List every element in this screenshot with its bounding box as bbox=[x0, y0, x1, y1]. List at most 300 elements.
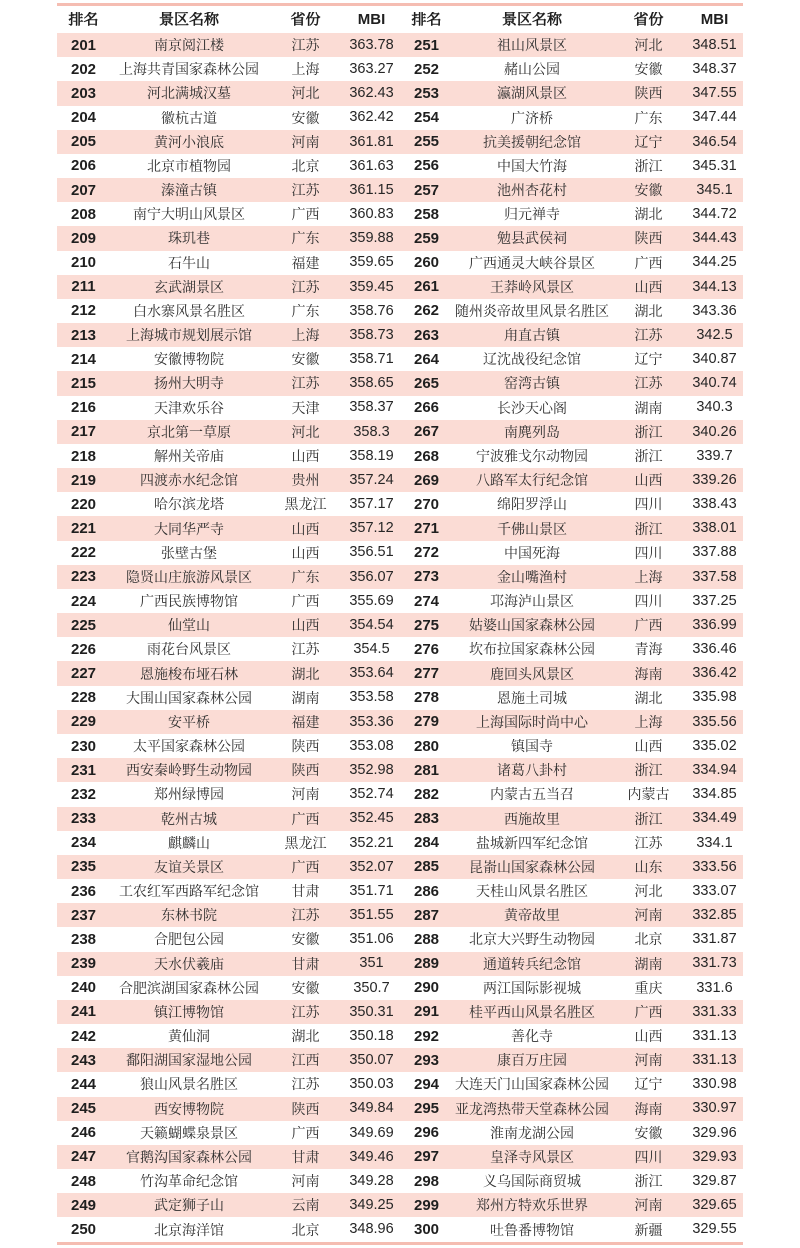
mbi-cell: 356.51 bbox=[349, 545, 394, 560]
mbi-cell: 339.26 bbox=[692, 472, 737, 488]
scenic-area-name-cell: 长沙天心阁 bbox=[497, 400, 567, 415]
mbi-cell: 363.78 bbox=[349, 37, 394, 53]
province-cell: 山西 bbox=[291, 618, 320, 633]
scenic-area-name-cell: 吐鲁番博物馆 bbox=[490, 1222, 574, 1237]
scenic-area-name-cell: 麒麟山 bbox=[168, 835, 210, 850]
province-cell: 安徽 bbox=[291, 110, 320, 125]
province-cell: 江苏 bbox=[291, 183, 320, 198]
scenic-area-name-cell: 上海城市规划展示馆 bbox=[126, 328, 252, 343]
table-row bbox=[57, 879, 743, 903]
table-row bbox=[57, 976, 743, 1000]
rank-cell: 222 bbox=[70, 545, 97, 561]
mbi-cell: 358.37 bbox=[349, 400, 394, 415]
mbi-cell: 345.1 bbox=[696, 182, 733, 198]
scenic-area-name-cell: 金山嘴渔村 bbox=[497, 569, 567, 584]
rank-cell: 220 bbox=[70, 496, 97, 512]
rank-cell: 291 bbox=[413, 1004, 440, 1020]
rank-cell: 219 bbox=[70, 472, 97, 488]
province-cell: 河北 bbox=[291, 86, 320, 101]
table-row bbox=[57, 371, 743, 395]
province-cell: 云南 bbox=[291, 1198, 320, 1213]
scenic-area-name-cell: 北京海洋馆 bbox=[154, 1222, 224, 1237]
province-cell: 河北 bbox=[634, 38, 663, 53]
province-cell: 河南 bbox=[291, 1174, 320, 1189]
mbi-cell: 346.54 bbox=[692, 134, 737, 150]
scenic-area-name-cell: 竹沟革命纪念馆 bbox=[140, 1174, 238, 1189]
mbi-cell: 350.31 bbox=[349, 1004, 394, 1020]
mbi-cell: 352.45 bbox=[349, 811, 394, 826]
mbi-cell: 333.56 bbox=[692, 859, 737, 875]
rank-cell: 245 bbox=[70, 1101, 97, 1117]
scenic-area-name-cell: 武定狮子山 bbox=[154, 1198, 224, 1213]
province-cell: 江西 bbox=[291, 1053, 320, 1068]
rank-cell: 252 bbox=[413, 61, 440, 77]
mbi-cell: 362.43 bbox=[349, 86, 394, 101]
table-row bbox=[57, 420, 743, 444]
scenic-area-name-cell: 窑湾古镇 bbox=[504, 376, 560, 391]
mbi-cell: 335.56 bbox=[692, 714, 737, 730]
mbi-cell: 329.87 bbox=[692, 1173, 737, 1189]
mbi-cell: 354.54 bbox=[349, 617, 394, 633]
scenic-area-name-cell: 天津欢乐谷 bbox=[154, 400, 224, 415]
rank-cell: 293 bbox=[413, 1052, 440, 1068]
mbi-cell: 344.72 bbox=[692, 207, 737, 222]
scenic-area-name-cell: 张壁古堡 bbox=[161, 545, 217, 560]
table-row bbox=[57, 927, 743, 951]
mbi-cell: 331.13 bbox=[692, 1053, 737, 1068]
rank-cell: 294 bbox=[413, 1076, 440, 1092]
header-province-left: 省份 bbox=[290, 12, 321, 27]
rank-cell: 210 bbox=[70, 255, 97, 271]
province-cell: 湖北 bbox=[634, 207, 663, 222]
scenic-area-name-cell: 绵阳罗浮山 bbox=[497, 497, 567, 512]
province-cell: 广西 bbox=[634, 618, 663, 633]
province-cell: 四川 bbox=[634, 1149, 663, 1164]
province-cell: 贵州 bbox=[291, 473, 320, 488]
province-cell: 江苏 bbox=[634, 835, 663, 850]
province-cell: 浙江 bbox=[634, 424, 663, 439]
mbi-cell: 334.85 bbox=[692, 787, 737, 802]
rank-cell: 240 bbox=[70, 980, 97, 996]
rank-cell: 268 bbox=[413, 448, 440, 464]
province-cell: 安徽 bbox=[291, 932, 320, 947]
province-cell: 海南 bbox=[634, 1101, 663, 1116]
table-header-row bbox=[57, 6, 743, 33]
rank-cell: 246 bbox=[70, 1125, 97, 1141]
province-cell: 山东 bbox=[634, 859, 663, 874]
scenic-area-name-cell: 北京大兴野生动物园 bbox=[469, 932, 595, 947]
rank-cell: 297 bbox=[413, 1149, 440, 1165]
province-cell: 山西 bbox=[634, 279, 663, 294]
mbi-cell: 334.49 bbox=[692, 811, 737, 826]
table-row bbox=[57, 637, 743, 661]
header-rank-left: 排名 bbox=[68, 12, 99, 27]
table-row bbox=[57, 33, 743, 57]
rank-cell: 269 bbox=[413, 472, 440, 488]
mbi-cell: 351.06 bbox=[349, 932, 394, 947]
scenic-area-name-cell: 坎布拉国家森林公园 bbox=[469, 642, 595, 657]
header-name-right: 景区名称 bbox=[501, 12, 562, 27]
header-name-left: 景区名称 bbox=[158, 12, 219, 27]
table-row bbox=[57, 1193, 743, 1217]
scenic-area-name-cell: 京北第一草原 bbox=[147, 424, 231, 439]
mbi-cell: 353.36 bbox=[349, 714, 394, 730]
rank-cell: 255 bbox=[413, 134, 440, 150]
scenic-area-name-cell: 解州关帝庙 bbox=[154, 449, 224, 463]
rank-cell: 247 bbox=[70, 1149, 97, 1165]
province-cell: 广东 bbox=[291, 569, 320, 584]
rank-cell: 221 bbox=[70, 521, 97, 537]
mbi-cell: 359.88 bbox=[349, 231, 394, 246]
mbi-cell: 331.6 bbox=[696, 980, 733, 996]
province-cell: 黑龙江 bbox=[284, 497, 327, 512]
scenic-area-name-cell: 白水寨风景名胜区 bbox=[133, 303, 245, 318]
rank-cell: 289 bbox=[413, 956, 440, 972]
scenic-area-name-cell: 隐贤山庄旅游风景区 bbox=[126, 569, 252, 584]
province-cell: 甘肃 bbox=[291, 956, 320, 971]
scenic-area-name-cell: 玄武湖景区 bbox=[154, 279, 224, 294]
mbi-cell: 329.65 bbox=[692, 1198, 737, 1213]
mbi-cell: 349.69 bbox=[349, 1125, 394, 1141]
province-cell: 甘肃 bbox=[291, 1149, 320, 1164]
table-row bbox=[57, 807, 743, 831]
province-cell: 山西 bbox=[634, 473, 663, 488]
province-cell: 广西 bbox=[291, 859, 320, 874]
province-cell: 陕西 bbox=[291, 763, 320, 778]
mbi-cell: 331.73 bbox=[692, 956, 737, 971]
table-row bbox=[57, 734, 743, 758]
scenic-area-name-cell: 赭山公园 bbox=[504, 62, 560, 77]
table-row bbox=[57, 1217, 743, 1241]
rank-cell: 295 bbox=[413, 1101, 440, 1117]
mbi-cell: 353.58 bbox=[349, 690, 394, 705]
table-row bbox=[57, 1048, 743, 1072]
scenic-area-name-cell: 义乌国际商贸城 bbox=[483, 1174, 581, 1189]
mbi-cell: 329.93 bbox=[692, 1149, 737, 1165]
province-cell: 辽宁 bbox=[634, 134, 663, 149]
rank-cell: 238 bbox=[70, 931, 97, 947]
mbi-cell: 357.24 bbox=[349, 472, 394, 488]
rank-cell: 270 bbox=[413, 496, 440, 512]
province-cell: 山西 bbox=[291, 449, 320, 463]
province-cell: 江苏 bbox=[291, 279, 320, 294]
mbi-cell: 351.71 bbox=[349, 883, 394, 899]
scenic-area-name-cell: 盐城新四军纪念馆 bbox=[476, 835, 588, 850]
rank-cell: 249 bbox=[70, 1197, 97, 1213]
rank-cell: 218 bbox=[70, 448, 97, 464]
mbi-cell: 350.07 bbox=[349, 1053, 394, 1068]
table-row bbox=[57, 106, 743, 130]
province-cell: 上海 bbox=[291, 62, 320, 77]
province-cell: 河南 bbox=[634, 1053, 663, 1068]
scenic-area-name-cell: 镇国寺 bbox=[511, 739, 553, 754]
province-cell: 陕西 bbox=[634, 86, 663, 101]
rank-cell: 217 bbox=[70, 424, 97, 440]
province-cell: 浙江 bbox=[634, 811, 663, 826]
province-cell: 福建 bbox=[291, 255, 320, 270]
mbi-cell: 330.98 bbox=[692, 1077, 737, 1092]
rank-cell: 284 bbox=[413, 835, 440, 851]
rank-cell: 205 bbox=[70, 134, 97, 150]
mbi-cell: 347.44 bbox=[692, 110, 737, 125]
table-row bbox=[57, 1072, 743, 1096]
header-rank-right: 排名 bbox=[411, 12, 442, 27]
table-row bbox=[57, 1000, 743, 1024]
scenic-area-name-cell: 天桂山风景名胜区 bbox=[476, 884, 588, 899]
mbi-cell: 329.96 bbox=[692, 1125, 737, 1141]
province-cell: 湖北 bbox=[291, 666, 320, 681]
table-row bbox=[57, 613, 743, 637]
mbi-cell: 345.31 bbox=[692, 158, 737, 174]
rank-cell: 211 bbox=[71, 279, 96, 295]
mbi-cell: 352.07 bbox=[349, 859, 394, 875]
mbi-cell: 348.51 bbox=[692, 37, 737, 53]
province-cell: 辽宁 bbox=[634, 1077, 663, 1092]
rank-cell: 271 bbox=[413, 521, 440, 537]
rank-cell: 290 bbox=[413, 980, 440, 996]
mbi-cell: 349.46 bbox=[349, 1149, 394, 1165]
mbi-cell: 358.19 bbox=[349, 448, 394, 464]
scenic-area-name-cell: 扬州大明寺 bbox=[154, 376, 224, 391]
mbi-cell: 344.25 bbox=[692, 255, 737, 270]
table-row bbox=[57, 226, 743, 250]
mbi-cell: 349.28 bbox=[349, 1173, 394, 1189]
rank-cell: 273 bbox=[413, 569, 440, 585]
rank-cell: 286 bbox=[413, 883, 440, 899]
scenic-area-name-cell: 黄帝故里 bbox=[504, 908, 560, 923]
table-row bbox=[57, 710, 743, 734]
scenic-area-name-cell: 邛海泸山景区 bbox=[490, 594, 574, 609]
scenic-area-name-cell: 雨花台风景区 bbox=[147, 642, 231, 657]
mbi-cell: 362.42 bbox=[349, 110, 394, 125]
scenic-area-name-cell: 南宁大明山风景区 bbox=[133, 207, 245, 222]
scenic-area-name-cell: 归元禅寺 bbox=[504, 207, 560, 222]
scenic-area-name-cell: 宁波雅戈尔动物园 bbox=[476, 449, 588, 463]
province-cell: 河南 bbox=[634, 908, 663, 923]
province-cell: 山西 bbox=[291, 521, 320, 536]
province-cell: 山西 bbox=[291, 545, 320, 560]
rank-cell: 300 bbox=[413, 1222, 440, 1237]
province-cell: 上海 bbox=[634, 714, 663, 729]
rank-cell: 279 bbox=[413, 714, 440, 730]
table-row bbox=[57, 492, 743, 516]
mbi-cell: 331.87 bbox=[692, 932, 737, 947]
table-row bbox=[57, 468, 743, 492]
rank-cell: 281 bbox=[413, 762, 440, 778]
scenic-area-name-cell: 北京市植物园 bbox=[147, 158, 231, 173]
rank-cell: 235 bbox=[70, 859, 97, 875]
rank-cell: 258 bbox=[413, 206, 440, 222]
mbi-cell: 339.7 bbox=[696, 448, 733, 464]
scenic-area-name-cell: 乾州古城 bbox=[161, 811, 217, 826]
mbi-cell: 335.98 bbox=[692, 690, 737, 705]
rank-cell: 208 bbox=[70, 206, 97, 222]
mbi-cell: 337.25 bbox=[692, 593, 737, 609]
mbi-cell: 347.55 bbox=[692, 86, 737, 101]
province-cell: 安徽 bbox=[634, 183, 663, 198]
table-row bbox=[57, 855, 743, 879]
mbi-cell: 350.7 bbox=[353, 980, 390, 996]
province-cell: 湖南 bbox=[291, 690, 320, 705]
province-cell: 广西 bbox=[291, 811, 320, 826]
scenic-area-name-cell: 石牛山 bbox=[168, 255, 210, 270]
table-body bbox=[57, 33, 743, 1242]
scenic-area-name-cell: 西安博物院 bbox=[154, 1101, 224, 1116]
rank-cell: 287 bbox=[413, 907, 440, 923]
mbi-cell: 332.85 bbox=[692, 908, 737, 923]
province-cell: 江苏 bbox=[291, 38, 320, 53]
mbi-cell: 340.87 bbox=[692, 352, 737, 367]
province-cell: 浙江 bbox=[634, 1174, 663, 1189]
scenic-area-name-cell: 徽杭古道 bbox=[161, 110, 217, 125]
scenic-area-name-cell: 黄河小浪底 bbox=[154, 134, 224, 149]
rank-cell: 264 bbox=[413, 351, 440, 367]
rank-cell: 253 bbox=[413, 85, 440, 101]
scenic-area-name-cell: 狼山风景名胜区 bbox=[140, 1077, 238, 1092]
province-cell: 海南 bbox=[634, 666, 663, 681]
province-cell: 湖南 bbox=[634, 400, 663, 415]
mbi-cell: 343.36 bbox=[692, 303, 737, 319]
rank-cell: 260 bbox=[413, 255, 440, 271]
scenic-area-name-cell: 内蒙古五当召 bbox=[490, 787, 574, 802]
province-cell: 广东 bbox=[291, 231, 320, 246]
rank-cell: 236 bbox=[70, 883, 97, 899]
rank-cell: 254 bbox=[413, 110, 440, 126]
rank-cell: 243 bbox=[70, 1052, 97, 1068]
province-cell: 安徽 bbox=[291, 980, 320, 995]
province-cell: 黑龙江 bbox=[284, 835, 327, 850]
rank-cell: 204 bbox=[70, 110, 97, 126]
scenic-area-name-cell: 桂平西山风景名胜区 bbox=[469, 1004, 595, 1019]
scenic-area-name-cell: 上海国际时尚中心 bbox=[476, 714, 588, 729]
rank-cell: 209 bbox=[70, 230, 97, 246]
province-cell: 河北 bbox=[291, 424, 320, 439]
province-cell: 陕西 bbox=[634, 231, 663, 246]
scenic-area-name-cell: 王莽岭风景区 bbox=[490, 279, 574, 294]
scenic-area-name-cell: 随州炎帝故里风景名胜区 bbox=[455, 303, 609, 318]
province-cell: 江苏 bbox=[634, 376, 663, 391]
table-row bbox=[57, 782, 743, 806]
scenic-area-name-cell: 大同华严寺 bbox=[154, 521, 224, 536]
scenic-area-name-cell: 太平国家森林公园 bbox=[133, 739, 245, 754]
scenic-area-name-cell: 四渡赤水纪念馆 bbox=[140, 473, 238, 488]
mbi-cell: 357.12 bbox=[349, 521, 394, 536]
rank-cell: 251 bbox=[413, 37, 440, 53]
scenic-area-name-cell: 官鹅沟国家森林公园 bbox=[126, 1149, 252, 1164]
province-cell: 广西 bbox=[634, 255, 663, 270]
scenic-area-name-cell: 瀛湖风景区 bbox=[497, 86, 567, 101]
rank-cell: 261 bbox=[413, 279, 440, 295]
mbi-cell: 351 bbox=[359, 956, 384, 971]
mbi-cell: 358.65 bbox=[349, 376, 394, 391]
scenic-area-name-cell: 西施故里 bbox=[504, 811, 560, 826]
table-row bbox=[57, 154, 743, 178]
province-cell: 江苏 bbox=[291, 376, 320, 391]
mbi-cell: 344.43 bbox=[692, 231, 737, 246]
province-cell: 广西 bbox=[634, 1004, 663, 1019]
scenic-area-name-cell: 合肥包公园 bbox=[154, 932, 224, 947]
table-row bbox=[57, 661, 743, 685]
scenic-area-name-cell: 西安秦岭野生动物园 bbox=[126, 763, 252, 778]
province-cell: 山西 bbox=[634, 739, 663, 754]
scenic-area-name-cell: 辽沈战役纪念馆 bbox=[483, 352, 581, 367]
province-cell: 河南 bbox=[634, 1198, 663, 1213]
province-cell: 福建 bbox=[291, 714, 320, 729]
rank-cell: 250 bbox=[70, 1222, 97, 1237]
scenic-area-name-cell: 安徽博物院 bbox=[154, 352, 224, 367]
scenic-area-name-cell: 大连天门山国家森林公园 bbox=[455, 1077, 609, 1092]
rank-cell: 256 bbox=[413, 158, 440, 174]
table-row bbox=[57, 952, 743, 976]
province-cell: 江苏 bbox=[291, 1004, 320, 1019]
table-row bbox=[57, 1024, 743, 1048]
scenic-area-name-cell: 恩施土司城 bbox=[497, 690, 567, 705]
rank-cell: 223 bbox=[70, 569, 97, 585]
mbi-cell: 350.18 bbox=[349, 1028, 394, 1044]
rank-cell: 277 bbox=[413, 666, 440, 682]
mbi-cell: 329.55 bbox=[692, 1222, 737, 1237]
scenic-area-name-cell: 南麂列岛 bbox=[504, 424, 560, 439]
scenic-area-name-cell: 姑婆山国家森林公园 bbox=[469, 618, 595, 633]
scenic-area-name-cell: 中国死海 bbox=[504, 545, 560, 560]
table-row bbox=[57, 178, 743, 202]
province-cell: 青海 bbox=[634, 642, 663, 657]
scenic-area-name-cell: 溱潼古镇 bbox=[161, 183, 217, 198]
province-cell: 甘肃 bbox=[291, 884, 320, 899]
rank-cell: 213 bbox=[70, 327, 97, 343]
rank-cell: 296 bbox=[413, 1125, 440, 1141]
mbi-cell: 349.84 bbox=[349, 1101, 394, 1116]
mbi-cell: 338.01 bbox=[692, 521, 737, 536]
rank-cell: 248 bbox=[70, 1173, 97, 1189]
scenic-area-name-cell: 天水伏羲庙 bbox=[154, 956, 224, 971]
scenic-area-name-cell: 哈尔滨龙塔 bbox=[154, 497, 224, 512]
mbi-cell: 349.25 bbox=[349, 1198, 394, 1213]
scenic-area-name-cell: 淮南龙湖公园 bbox=[490, 1125, 574, 1140]
mbi-cell: 331.33 bbox=[692, 1004, 737, 1020]
mbi-cell: 357.17 bbox=[349, 497, 394, 512]
rank-cell: 203 bbox=[70, 85, 97, 101]
rank-cell: 239 bbox=[70, 956, 97, 972]
province-cell: 安徽 bbox=[634, 1125, 663, 1140]
scenic-area-name-cell: 鄱阳湖国家湿地公园 bbox=[126, 1053, 252, 1068]
scenic-area-name-cell: 镇江博物馆 bbox=[154, 1004, 224, 1019]
rank-cell: 231 bbox=[70, 762, 97, 778]
table-row bbox=[57, 1145, 743, 1169]
rank-cell: 288 bbox=[413, 931, 440, 947]
mbi-cell: 352.21 bbox=[349, 835, 394, 850]
mbi-cell: 337.58 bbox=[692, 569, 737, 585]
rank-cell: 242 bbox=[70, 1028, 97, 1044]
scenic-area-name-cell: 八路军太行纪念馆 bbox=[476, 473, 588, 488]
rank-cell: 275 bbox=[413, 617, 440, 633]
table-row bbox=[57, 299, 743, 323]
rank-cell: 234 bbox=[70, 835, 97, 851]
rank-cell: 276 bbox=[413, 641, 440, 657]
mbi-cell: 340.26 bbox=[692, 424, 737, 440]
province-cell: 湖北 bbox=[291, 1029, 320, 1044]
rank-cell: 229 bbox=[70, 714, 97, 730]
mbi-cell: 359.45 bbox=[349, 279, 394, 295]
rank-cell: 232 bbox=[70, 786, 97, 802]
table-row bbox=[57, 1169, 743, 1193]
province-cell: 湖北 bbox=[634, 303, 663, 318]
mbi-cell: 336.42 bbox=[692, 666, 737, 681]
rank-cell: 257 bbox=[413, 182, 440, 198]
province-cell: 江苏 bbox=[634, 328, 663, 343]
rank-cell: 298 bbox=[413, 1173, 440, 1189]
province-cell: 湖北 bbox=[634, 690, 663, 705]
